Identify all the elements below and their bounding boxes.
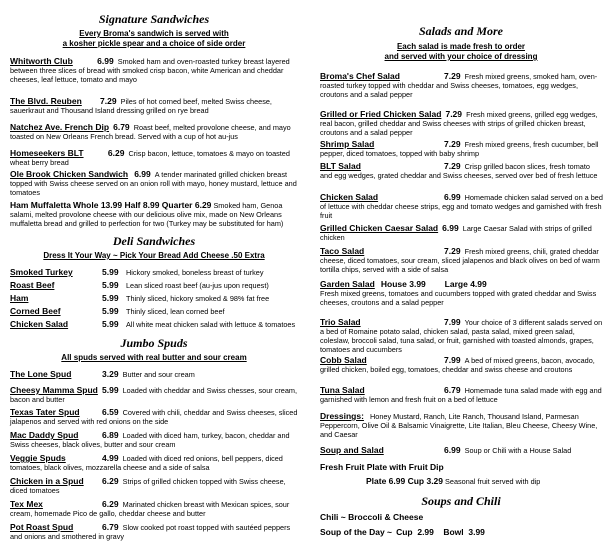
menu-item: Ole Brook Chicken Sandwich 6.99 A tender marinated grilled chicken breast topped with Swiss cheese served on an onion roll with mayo, honey mustard, lettuce and tomatoes — [10, 169, 297, 197]
salad-item: Taco Salad 7.29 Fresh mixed greens, chili, grated cheddar cheese, diced tomatoes, sour cream, sliced jalapenos and black olives on bed of warm tortilla chips, served with a side of salsa — [320, 246, 600, 274]
menu-item: Whitworth Club 6.99 Smoked ham and oven-roasted turkey breast layered between three slices of bread with smoked crisp bacon, white American and cheddar cheeses, leaf lettuce, tomato and mayo — [10, 56, 290, 84]
salad-item: BLT Salad 7.29 Crisp grilled bacon slices, fresh tomato and egg wedges, grated cheddar and Swiss cheeses, served over bed of fresh lettuce — [320, 161, 598, 180]
jumbo-subtitle: All spuds served with real butter and sour cream — [61, 353, 247, 362]
fruit-plate-prices: Plate 6.99 Cup 3.29 Seasonal fruit served with dip — [366, 476, 541, 486]
menu-item: The Blvd. Reuben 7.29 Piles of hot corned beef, melted Swiss cheese, sauerkraut and Thousand Island dressing grilled on rye bread — [10, 96, 272, 115]
spud-item: Mac Daddy Spud 6.89 Loaded with diced ham, turkey, bacon, cheddar and Swiss cheeses, black olives, butter and sour cream — [10, 430, 290, 449]
deli-item: Roast Beef 5.99 Lean sliced roast beef (au-jus upon request) — [10, 280, 269, 290]
jumbo-title: Jumbo Spuds — [120, 336, 188, 350]
salad-item: Broma's Chef Salad 7.29 Fresh mixed greens, smoked ham, oven-roasted turkey topped with cheddar and Swiss cheeses, tomatoes, egg wedges, croutons and a salad pepper — [320, 71, 598, 99]
fruit-plate: Fresh Fruit Plate with Fruit Dip — [320, 462, 444, 472]
salads-subtitle-2: and served with your choice of dressing — [384, 52, 538, 61]
salad-item: Grilled or Fried Chicken Salad 7.29 Fresh mixed greens, grilled egg wedges, real bacon, grilled cheddar and Swiss cheeses with strips of grilled chicken breast, croutons and a salad pepper — [320, 109, 598, 137]
spud-item: Veggie Spuds 4.99 Loaded with diced red onions, bell peppers, diced tomatoes, black olives, mozzarella cheese and a side of salsa — [10, 453, 283, 472]
salads-subtitle-1: Each salad is made fresh to order — [396, 42, 526, 51]
salads-title: Salads and More — [418, 24, 504, 38]
deli-subtitle: Dress It Your Way ~ Pick Your Bread Add Cheese .50 Extra — [43, 251, 265, 260]
spud-item: Texas Tater Spud 6.59 Covered with chili, cheddar and Swiss cheeses, sliced jalapenos and served with red onions on the side — [10, 407, 298, 426]
signature-subtitle-2: a kosher pickle spear and a choice of side order — [62, 39, 246, 48]
spud-item: The Lone Spud 3.29 Butter and sour cream — [10, 369, 195, 379]
soup-line-2: Soup of the Day ~ Cup 2.99 Bowl 3.99 — [320, 527, 485, 537]
menu-item: Natchez Ave. French Dip 6.79 Roast beef, melted provolone cheese, and mayo toasted on New Orleans French bread. Served with a cup of hot au-jus — [10, 122, 291, 141]
signature-title: Signature Sandwiches — [98, 12, 210, 26]
salad-item: Tuna Salad 6.79 Homemade tuna salad made with egg and garnished with lemon and fresh fruit on a bed of lettuce — [320, 385, 602, 404]
spud-item: Pot Roast Spud 6.79 Slow cooked pot roast topped with sautéed peppers and onions and smothered in gravy — [10, 522, 291, 541]
spud-item: Cheesy Mamma Spud 5.99 Loaded with cheddar and Swiss chesses, sour cream, bacon and butter — [10, 385, 298, 404]
menu-item: Ham Muffaletta Whole 13.99 Half 8.99 Quarter 6.29 Smoked ham, Genoa salami, melted provolone cheese with our delicious olive mix, made on New Orleans muffaletta bread and grilled to perfection for two (Turkey may be substituted for ham) — [10, 200, 284, 228]
salad-item: Shrimp Salad 7.29 Fresh mixed greens, fresh cucumber, bell pepper, diced tomatoes, topped with baby shrimp — [320, 139, 599, 158]
salad-item: Cobb Salad 7.99 A bed of mixed greens, bacon, avocado, grilled chicken, boiled egg, tomatoes, cheddar and swiss cheese and croutons — [320, 355, 595, 374]
menu-item: Homeseekers BLT 6.29 Crisp bacon, lettuce, tomatoes & mayo on toasted wheat berry bread — [10, 148, 290, 167]
spud-item: Chicken in a Spud 6.29 Strips of grilled chicken topped with Swiss cheese, diced tomatoes — [10, 476, 286, 495]
salad-item: Trio Salad 7.99 Your choice of 3 different salads served on a bed of Romaine potato salad, chicken salad, pasta salad, mixed green salad, coleslaw, broccoli salad, tuna salad, or fruit, garnished with toasted almonds, grapes, tomatoes and cucumbers — [320, 317, 603, 354]
salad-item: Chicken Salad 6.99 Homemade chicken salad served on a bed of lettuce with cheddar cheese strips, egg and tomato wedges and garnished with fresh fruit — [320, 192, 603, 220]
soups-title: Soups and Chili — [421, 494, 501, 508]
salad-item: Garden Salad House 3.99 Large 4.99 Fresh mixed greens, tomatoes and cucumbers topped with grated cheddar and Swiss cheeses, croutons and a salad pepper — [320, 279, 597, 307]
deli-title: Deli Sandwiches — [112, 234, 196, 248]
soup-line-1: Chili ~ Broccoli & Cheese — [320, 512, 424, 522]
deli-item: Smoked Turkey 5.99 Hickory smoked, boneless breast of turkey — [10, 267, 264, 277]
salad-item: Grilled Chicken Caesar Salad 6.99 Large Caesar Salad with strips of grilled chicken — [320, 223, 592, 242]
deli-item: Ham 5.99 Thinly sliced, hickory smoked & 98% fat free — [10, 293, 270, 303]
spud-item: Tex Mex 6.29 Marinated chicken breast with Mexican spices, sour cream, homemade Pico de gallo, cheddar cheese and butter — [10, 499, 290, 518]
signature-subtitle-1: Every Broma's sandwich is served with — [79, 29, 229, 38]
deli-item: Chicken Salad 5.99 All white meat chicken salad with lettuce & tomatoes — [10, 319, 296, 329]
dressings: Dressings: Honey Mustard, Ranch, Lite Ranch, Thousand Island, Parmesan Peppercorn, Olive Oil & Balsamic Vinaigrette, Lite Italian, Bleu Cheese, Cheesy Wine, and Caesar — [320, 411, 598, 439]
deli-item: Corned Beef 5.99 Thinly sliced, lean corned beef — [10, 306, 225, 316]
soup-salad: Soup and Salad 6.99 Soup or Chili with a House Salad — [320, 445, 572, 455]
